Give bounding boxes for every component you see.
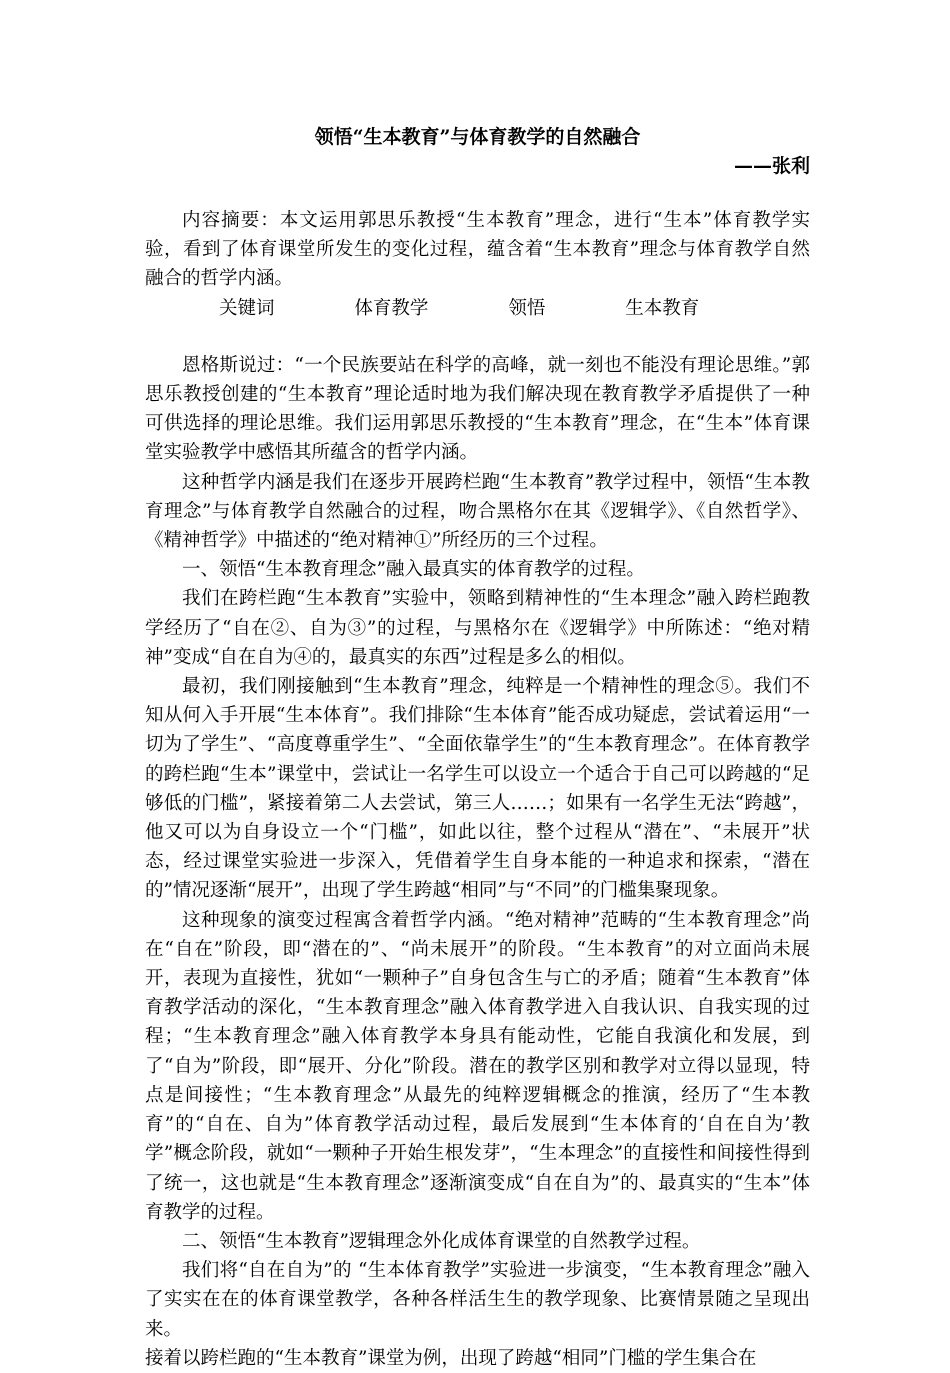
body-paragraph: 我们将“自在自为”的 “生本体育教学”实验进一步演变，“生本教育理念”融入了实实在在的体育课堂教学，各种各样活生生的教学现象、比赛情景随之呈现出来。 [145,1260,810,1340]
body-paragraph: 这种哲学内涵是我们在逐步开展跨栏跑“生本教育”教学过程中，领悟“生本教育理念”与体育教学自然融合的过程，吻合黑格尔在其《逻辑学》、《自然哲学》、《精神哲学》中描述的“绝对精神①”所经历的三个过程。 [145,471,810,552]
keyword-item: 领悟 [508,297,546,319]
document-author: ——张利 [733,155,810,177]
section-heading: 二、领悟“生本教育”逻辑理念外化成体育课堂的自然教学过程。 [182,1230,701,1252]
keyword-item: 生本教育 [625,297,700,319]
body-paragraph: 这种现象的演变过程寓含着哲学内涵。“绝对精神”范畴的“生本教育理念”尚在“自在”阶段，即“潜在的”、“尚未展开”的阶段。“生本教育”的对立面尚未展开，表现为直接性，犹如“一颗种子”自身包含生与亡的矛盾；随着“生本教育”体育教学活动的深化，“生本教育理念”融入体育教学进入自我认识、自我实现的过程；“生本教育理念”融入体育教学本身具有能动性，它能自我演化和发展，到了“自为”阶段，即“展开、分化”阶段。潜在的教学区别和教学对立得以显现，特点是间接性；“生本教育理念”从最先的纯粹逻辑概念的推演，经历了“生本教育”的“自在、自为”体育教学活动过程，最后发展到“生本体育的‘自在自为’教学”概念阶段，就如“一颗种子开始生根发芽”，“生本理念”的直接性和间接性得到了统一，这也就是“生本教育理念”逐渐演变成“自在自为”的、最真实的“生本”体育教学的过程。 [145,909,810,1223]
keywords-line [145,294,810,323]
keywords-label: 关键词 [219,297,275,319]
document-title: 领悟“生本教育”与体育教学的自然融合 [314,126,641,148]
document-page [145,122,810,1373]
body-paragraph: 最初，我们刚接触到“生本教育”理念，纯粹是一个精神性的理念⑤。我们不知从何入手开展“生本体育”。我们排除“生本体育”能否成功疑虑，尝试着运用“一切为了学生”、“高度尊重学生”、“全面依靠学生”的“生本教育理念”。在体育教学的跨栏跑“生本”课堂中，尝试让一名学生可以设立一个适合于自己可以跨越的“足够低的门槛”，紧接着第二人去尝试，第三人……；如果有一名学生无法“跨越”，他又可以为自身设立一个“门槛”，如此以往，整个过程从“潜在”、“未展开”状态，经过课堂实验进一步深入，凭借着学生自身本能的一种追求和探索，“潜在的”情况逐渐“展开”，出现了学生跨越“相同”与“不同”的门槛集聚现象。 [145,676,810,902]
body-paragraph: 我们在跨栏跑“生本教育”实验中，领略到精神性的“生本理念”融入跨栏跑教学经历了“自在②、自为③”的过程，与黑格尔在《逻辑学》中所陈述：“绝对精神”变成“自在自为④的，最真实的东西”过程是多么的相似。 [145,588,810,668]
body-paragraph-continued: 接着以跨栏跑的“生本教育”课堂为例，出现了跨越“相同”门槛的学生集合在 [145,1347,757,1369]
section-heading: 一、领悟“生本教育理念”融入最真实的体育教学的过程。 [182,559,645,581]
body-paragraph: 恩格斯说过：“一个民族要站在科学的高峰，就一刻也不能没有理论思维。”郭思乐教授创建的“生本教育”理论适时地为我们解决现在教育教学矛盾提供了一种可供选择的理论思维。我们运用郭思乐教授的“生本教育”理念，在“生本”体育课堂实验教学中感悟其所蕴含的哲学内涵。 [145,354,810,464]
keyword-item: 体育教学 [354,297,429,319]
abstract-paragraph: 内容摘要：本文运用郭思乐教授“生本教育”理念，进行“生本”体育教学实验，看到了体育课堂所发生的变化过程，蕴含着“生本教育”理念与体育教学自然融合的哲学内涵。 [145,210,810,290]
